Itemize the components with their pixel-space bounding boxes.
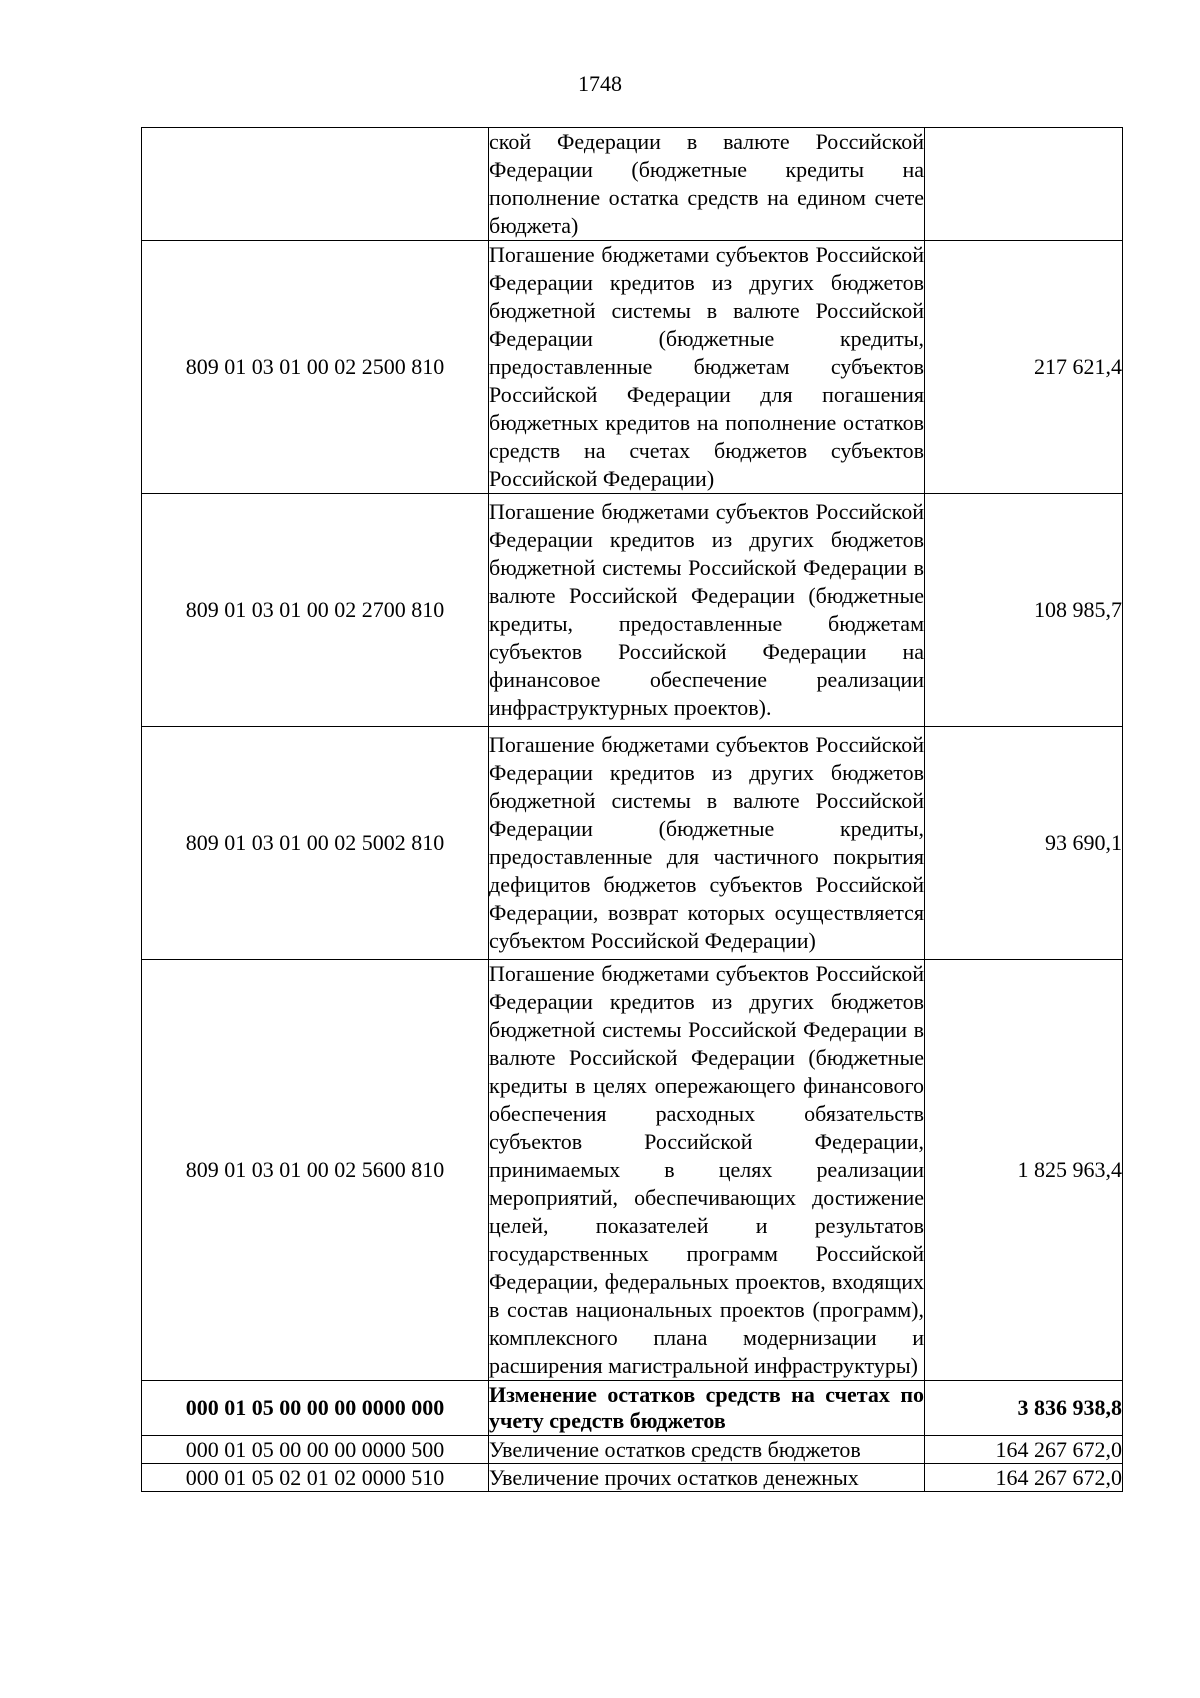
budget-code-cell: 000 01 05 00 00 00 0000 500 xyxy=(142,1436,489,1464)
table-row xyxy=(142,241,1123,494)
table-row xyxy=(142,128,1123,241)
budget-code-cell: 809 01 03 01 00 02 2500 810 xyxy=(142,241,489,494)
source-name-cell: Увеличение прочих остатков денежных xyxy=(489,1464,925,1492)
source-name-cell: ской Федерации в валюте Российской Федерации (бюджетные кредиты на пополнение остатка средств на едином счете бюджета) xyxy=(489,128,925,241)
table-row xyxy=(142,1436,1123,1464)
page-number: 1748 xyxy=(578,71,622,96)
table-row xyxy=(142,1464,1123,1492)
source-name-cell: Изменение остатков средств на счетах по учету средств бюджетов xyxy=(489,1381,925,1436)
source-name-cell: Погашение бюджетами субъектов Российской Федерации кредитов из других бюджетов бюджетной системы в валюте Российской Федерации (бюджетные кредиты, предоставленные бюджетам субъектов Российской Федерации для погашения бюджетных кредитов на пополнение остатков средств на счетах бюджетов субъектов Российской Федерации) xyxy=(489,241,925,494)
source-name-cell: Погашение бюджетами субъектов Российской Федерации кредитов из других бюджетов бюджетной системы Российской Федерации в валюте Российской Федерации (бюджетные кредиты, предоставленные бюджетам субъектов Российской Федерации на финансовое обеспечение реализации инфраструктурных проектов). xyxy=(489,494,925,727)
table-row xyxy=(142,494,1123,727)
amount-cell xyxy=(925,128,1123,241)
amount-cell: 108 985,7 xyxy=(925,494,1123,727)
budget-code-cell: 809 01 03 01 00 02 5600 810 xyxy=(142,960,489,1381)
amount-cell: 217 621,4 xyxy=(925,241,1123,494)
budget-code-cell: 809 01 03 01 00 02 5002 810 xyxy=(142,727,489,960)
amount-cell: 93 690,1 xyxy=(925,727,1123,960)
budget-code-cell: 809 01 03 01 00 02 2700 810 xyxy=(142,494,489,727)
table-row xyxy=(142,727,1123,960)
source-name-cell: Погашение бюджетами субъектов Российской Федерации кредитов из других бюджетов бюджетной системы Российской Федерации в валюте Российской Федерации (бюджетные кредиты в целях опережающего финансового обеспечения расходных обязательств субъектов Российской Федерации, принимаемых в целях реализации мероприятий, обеспечивающих достижение целей, показателей и результатов государственных программ Российской Федерации, федеральных проектов, входящих в состав национальных проектов (программ), комплексного плана модернизации и расширения магистральной инфраструктуры) xyxy=(489,960,925,1381)
amount-cell: 1 825 963,4 xyxy=(925,960,1123,1381)
budget-code-cell: 000 01 05 00 00 00 0000 000 xyxy=(142,1381,489,1436)
amount-cell: 3 836 938,8 xyxy=(925,1381,1123,1436)
budget-code-cell: 000 01 05 02 01 02 0000 510 xyxy=(142,1464,489,1492)
source-name-cell: Увеличение остатков средств бюджетов xyxy=(489,1436,925,1464)
table-row xyxy=(142,960,1123,1381)
amount-cell: 164 267 672,0 xyxy=(925,1464,1123,1492)
budget-sources-table xyxy=(141,127,1123,1492)
source-name-cell: Погашение бюджетами субъектов Российской Федерации кредитов из других бюджетов бюджетной системы в валюте Российской Федерации (бюджетные кредиты, предоставленные для частичного покрытия дефицитов бюджетов субъектов Российской Федерации, возврат которых осуществляется субъектом Российской Федерации) xyxy=(489,727,925,960)
amount-cell: 164 267 672,0 xyxy=(925,1436,1123,1464)
budget-code-cell xyxy=(142,128,489,241)
table-row xyxy=(142,1381,1123,1436)
